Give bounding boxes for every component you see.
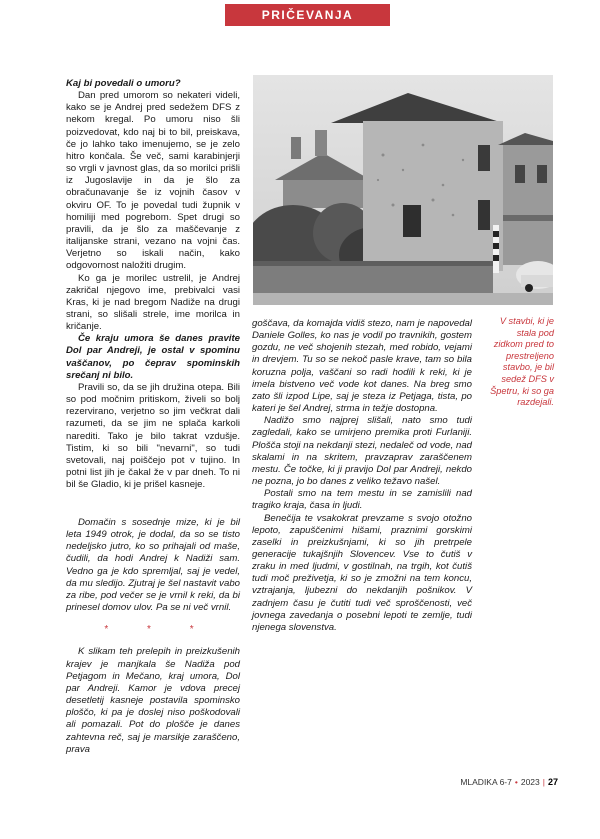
article-paragraph: Ko ga je morilec ustrelil, je Andrej zakričal njegovo ime, prebivalci vasi Kras, ki je nad bregom Nadiže na drugi strani, so slišali strele, ime morilca in kričanje. bbox=[66, 272, 240, 333]
article-paragraph: Pravili so, da se jih družina otepa. Bili so pod močnim pritiskom, živeli so bolj rezervirano, verjetno so jim večkrat dali razumeti, da se jim ne splača karkoli narediti. Tako je bilo takrat vzdušje. Tistim, ki so bili "nevarni", so tudi svetovali, naj poiščejo pot v tujino. In potni list jih je čakal že v par dneh. To ni bil še Gladio, ki je prišel kasneje. bbox=[66, 381, 240, 491]
section-divider-stars: * * * bbox=[104, 624, 212, 636]
footer-separator-bar: | bbox=[542, 777, 545, 787]
building-photo-illustration bbox=[253, 75, 553, 305]
article-paragraph: Če kraju umora še danes pravite Dol par Andreji, je ostal v spominu vaščanov, po čeprav spominskih srečanj ni bilo. bbox=[66, 333, 240, 381]
article-column-left-bottom bbox=[66, 517, 240, 756]
article-paragraph: K slikam teh prelepih in preizkušenih krajev je manjkala še Nadiža pod Petjagom in Mečano, kraj umora, Dol par Andreji. Kamor je vdova precej desetletij kasneje postavila spominsko ploščo, ki pa je doslej niso poškodovali ali pomazali. Pot do plošče je danes zahtevna reč, saj je marsikje zaraščeno, prava bbox=[66, 646, 240, 755]
section-header: PRIČEVANJA bbox=[225, 4, 390, 26]
magazine-name: MLADIKA bbox=[460, 777, 498, 787]
article-column-right bbox=[252, 318, 472, 634]
page-footer bbox=[438, 777, 558, 787]
photo-caption: V stavbi, ki je stala pod zidkom pred to prestreljeno stavbo, je bil sedež DFS v Špetru, ki so ga razdejali. bbox=[490, 316, 554, 408]
article-paragraph: Postali smo na tem mestu in se zamislili nad tragiko kraja, časa in ljudi. bbox=[252, 488, 472, 512]
article-paragraph: Dan pred umorom so nekateri videli, kako se je Andrej pred sedežem DFS z nekom kregal. Po umoru niso šli poizvedovat, kdo naj bi to bil, preiskava, če jo lahko tako imenujemo, se je zelo hitro končala. Še več, sami karabinjerji so vrgli v javnost glas, da so morilci prišli iz Jugoslavije in da je šlo za obračunavanje še iz vojnih časov v okviru OF. To je povedal tudi župnik v homiliji med pogrebom. Spet drugi so pravili, da je šlo za maščevanje z italijanske strani, vezano na vojni čas. Verjetno so iskali način, kako odgovornost naložiti drugim. bbox=[66, 90, 240, 272]
article-paragraph: Kaj bi povedali o umoru? bbox=[66, 78, 181, 89]
article-column-left-top bbox=[66, 78, 240, 491]
article-paragraph: Domačin s sosednje mize, ki je bil leta 1949 otrok, je dodal, da so se tisto nedeljsko jutro, ko so prihajali od maše, čudili, da hodi Andrej k Nadiži sam. Vedno ga je kdo spremljal, saj je vedel, da mu sledijo. Zjutraj je šel nastavit vabo za ribe, pod večer se je vrnil k reki, da bi prinesel domov ulov. Pa se ni več vrnil. bbox=[66, 517, 240, 614]
issue-year: 2023 bbox=[520, 777, 540, 787]
issue-number: 6-7 bbox=[499, 777, 512, 787]
footer-separator-dot: • bbox=[514, 777, 518, 787]
article-paragraph: Nadižo smo najprej slišali, nato smo tudi zagledali, kako se umirjeno premika proti Furlaniji. Plošča stoji na nekdanji stezi, nedaleč od vode, nad skalami in na skritem, pravzaprav zaraščenem mestu. Če točke, ki ji pravijo Dol par Andreji, nekdo ne pozna, jo bo danes z veliko težavo našel. bbox=[252, 415, 472, 488]
article-paragraph: goščava, da komajda vidiš stezo, nam je napovedal Daniele Golles, ko nas je vodil po travnikih, gostem gozdu, ne več shojenih stezah, med robido, vejami in drevjem. Tu so se nekoč pasle krave, tam so bila koruzna polja, vaščani so radi hodili k reki, ki je imela bistveno več vode kot danes. Na breg smo zato šli izpod Lipe, saj je steza iz Petjaga, tista, po kateri je šel Andrej, strma in težje dostopna. bbox=[252, 318, 472, 415]
page-number: 27 bbox=[547, 777, 558, 787]
article-paragraph: Benečija te vsakokrat prevzame s svojo otožno lepoto, zapuščenimi hišami, praznimi gorskimi zaselki in preizkušnjami, ki so jih pretrpele generacije tukajšnjih Slovencev. Vse to čutiš v zraku in med ljudmi, v gostilnah, na trgih, kot čutiš tudi moč preživetja, ki so je zmožni na tem koncu, vztrajanja, ljubezni do nekdanjih pošnikov. V zadnjem času je čutiti tudi več sproščenosti, več jovnega zavedanja o posebni lepoti te zemlje, tudi njenega slovenstva. bbox=[252, 512, 472, 633]
article-photo bbox=[253, 75, 553, 305]
